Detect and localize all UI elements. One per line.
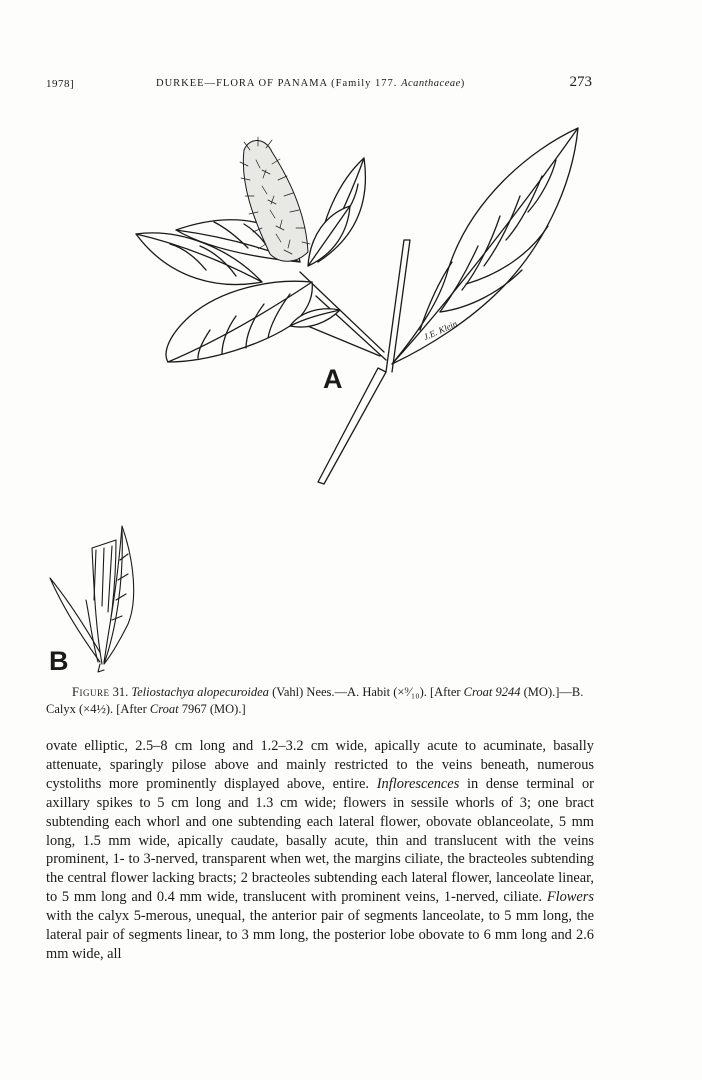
running-title: DURKEE—FLORA OF PANAMA (Family 177. Acanthaceae) [156, 78, 466, 89]
figure-caption: Figure 31. Teliostachya alopecuroidea (Vahl) Nees.—A. Habit (×⁹⁄₁₀). [After Croat 9244 (MO).]—B. Calyx (×4½). [After Croat 7967 (MO).] [46, 685, 584, 716]
family-name: Acanthaceae [401, 78, 461, 89]
description-paragraph: ovate elliptic, 2.5–8 cm long and 1.2–3.2 cm wide, apically acute to acuminate, basally attenuate, sparingly pilose above and mainly restricted to the veins beneath, numerous cystoliths more prominently displayed above, entire. Inflorescences in dense terminal or axillary spikes to 5 cm long and 1.3 cm wide; flowers in sessile whorls of 3; one bract subtending each whorl and one subtending each lateral flower, obovate oblanceolate, 5 mm long, 1.5 mm wide, apically caudate, basally acute, thin and translucent with the veins prominent, 1- to 3-nerved, transparent when wet, the margins ciliate, the bracteoles subtending the central flower lacking bracts; 2 bracteoles subtending each lateral flower, lanceolate linear, to 5 mm long and 0.4 mm wide, translucent with prominent veins, 1-nerved, ciliate. Flowers with the calyx 5-merous, unequal, the anterior pair of segments lanceolate, to 5 mm long, the lateral pair of segments linear, to 3 mm long, the posterior lobe obovate to 6 mm long and 2.6 mm wide, all [46, 738, 594, 962]
species-name: Teliostachya alopecuroidea [131, 685, 269, 699]
volume-year: 1978] [46, 78, 75, 90]
artist-signature: J.E. Klein [422, 318, 459, 343]
figure-label-a: A [323, 364, 343, 394]
term-flowers: Flowers [546, 889, 594, 906]
page-number: 273 [569, 74, 592, 90]
term-inflorescences: Inflorescences [376, 775, 460, 792]
lower-left-leaf [166, 281, 312, 362]
right-leaf [392, 128, 578, 364]
figure-label-b: B [49, 646, 69, 676]
branch-lower [298, 322, 380, 356]
